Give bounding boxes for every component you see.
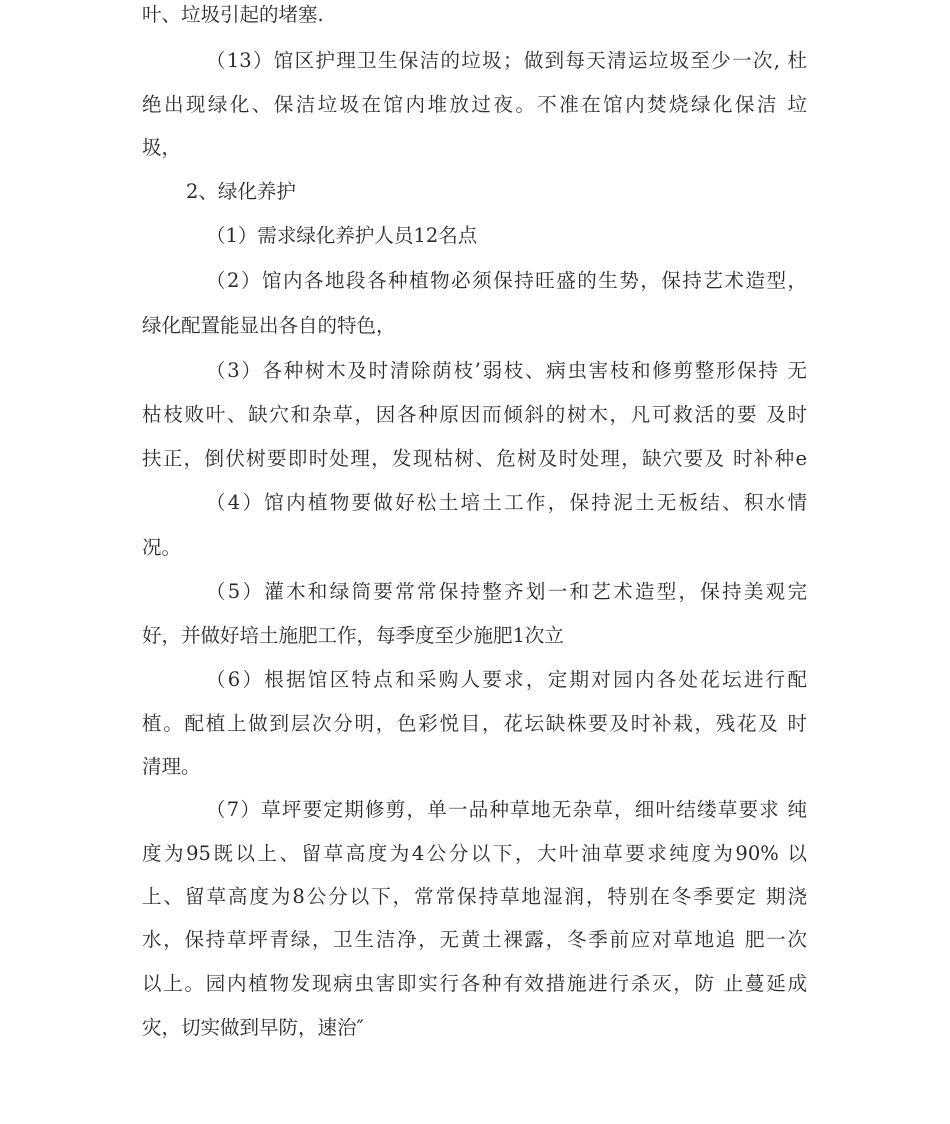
item-7-line-2: 度为95既以上、留草高度为4公分以下，大叶油草要求纯度为90% 以 bbox=[142, 842, 807, 865]
item-2-line-1: （2）馆内各地段各种植物必须保持旺盛的生势，保持艺术造型， bbox=[206, 269, 807, 292]
item-6-line-3: 清理。 bbox=[142, 755, 201, 778]
item-4-line-2: 况。 bbox=[142, 536, 182, 559]
item-6-line-2: 植。配植上做到层次分明，色彩悦目，花坛缺株要及时补栽，残花及 时 bbox=[142, 712, 807, 735]
paragraph-13-line-2: 绝出现绿化、保洁垃圾在馆内堆放过夜。不准在馆内焚烧绿化保洁 垃 bbox=[142, 93, 807, 116]
item-7-line-5: 以上。园内植物发现病虫害即实行各种有效措施进行杀灭，防 止蔓延成 bbox=[142, 972, 807, 995]
item-3-line-1: （3）各种树木及时清除荫枝’弱枝、病虫害枝和修剪整形保持 无 bbox=[206, 359, 807, 382]
item-5-line-2: 好，并做好培土施肥工作，每季度至少施肥1次立 bbox=[142, 624, 564, 647]
item-2-line-2: 绿化配置能显出各自的特色， bbox=[142, 314, 396, 337]
paragraph-13-line-3: 圾， bbox=[142, 136, 182, 159]
item-7-line-3: 上、留草高度为8公分以下，常常保持草地湿润，特别在冬季要定 期浇 bbox=[142, 885, 807, 908]
item-3-line-2: 枯枝败叶、缺穴和杂草，因各种原因而倾斜的树木，凡可救活的要 及时 bbox=[142, 403, 807, 426]
paragraph-13-line-1: （13）馆区护理卫生保洁的垃圾；做到每天清运垃圾至少一次, 杜 bbox=[206, 49, 807, 72]
item-4-line-1: （4）馆内植物要做好松土培土工作，保持泥土无板结、积水情 bbox=[206, 491, 807, 514]
item-7-line-4: 水，保持草坪青绿，卫生洁净，无黄土裸露，冬季前应对草地追 肥一次 bbox=[142, 928, 807, 951]
item-7-line-6: 灾，切实做到早防，速治″ bbox=[142, 1016, 364, 1039]
item-5-line-1: （5）灌木和绿筒要常常保持整齐划一和艺术造型，保持美观完 bbox=[206, 580, 807, 603]
item-6-line-1: （6）根据馆区特点和采购人要求，定期对园内各处花坛进行配 bbox=[206, 668, 807, 691]
item-1-line-1: （1）需求绿化养护人员12名点 bbox=[206, 224, 478, 247]
section-heading-greening: 2、绿化养护 bbox=[186, 180, 296, 203]
item-7-line-1: （7）草坪要定期修剪，单一品种草地无杂草，细叶结缕草要求 纯 bbox=[206, 798, 807, 821]
text-line: 叶、垃圾引起的堵塞. bbox=[142, 3, 324, 26]
item-3-line-3: 扶正，倒伏树要即时处理，发现枯树、危树及时处理，缺穴要及 时补种e bbox=[142, 447, 807, 470]
